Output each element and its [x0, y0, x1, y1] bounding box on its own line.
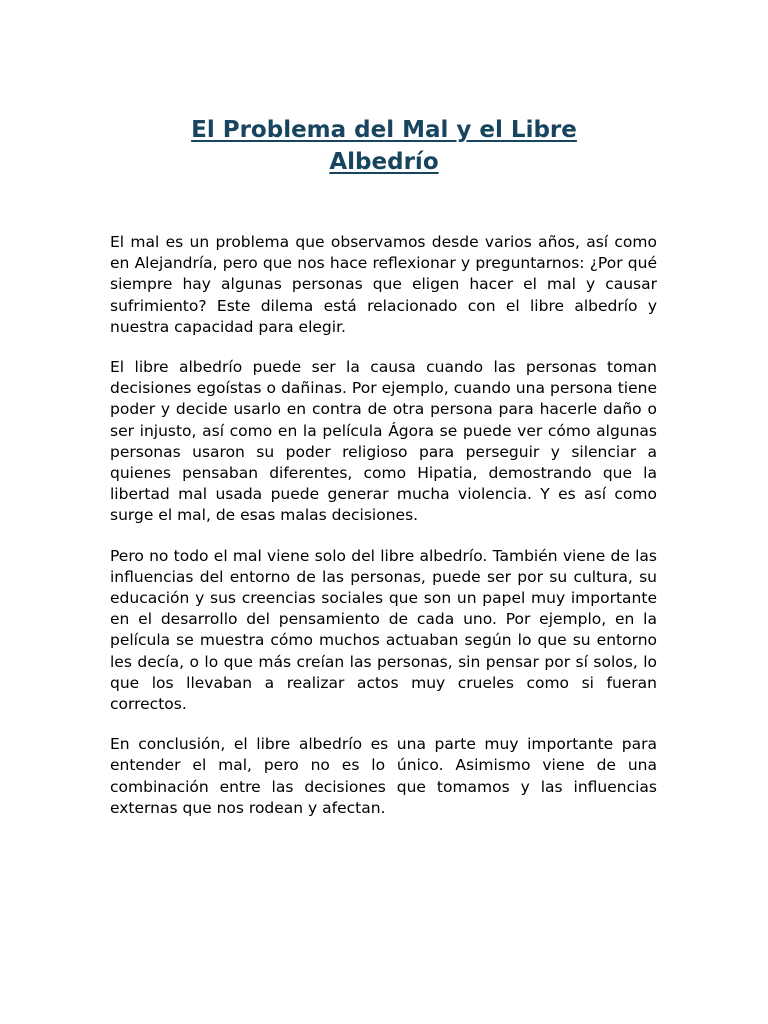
paragraph-intro: El mal es un problema que observamos desde varios años, así como en Alejandría, pero que nos hace reflexionar y preguntarnos: ¿Por qué siempre hay algunas personas que eligen hacer el mal y causar sufrimiento? Este dilema está relacionado con el libre albedrío y nuestra capacidad para elegir. [110, 233, 657, 336]
paragraph-free-will: El libre albedrío puede ser la causa cuando las personas toman decisiones egoístas o dañinas. Por ejemplo, cuando una persona tiene poder y decide usarlo en contra de otra persona para hacerle daño o ser injusto, así como en la película Ágora se puede ver cómo algunas personas usaron su poder religioso para perseguir y silenciar a quienes pensaban diferentes, como Hipatia, demostrando que la libertad mal usada puede generar mucha violencia. Y es así como surge el mal, de esas malas decisiones. [110, 358, 657, 525]
paragraph-environment: Pero no todo el mal viene solo del libre albedrío. También viene de las influencias del entorno de las personas, puede ser por su cultura, su educación y sus creencias sociales que son un papel muy importante en el desarrollo del pensamiento de cada uno. Por ejemplo, en la película se muestra cómo muchos actuaban según lo que su entorno les decía, o lo que más creían las personas, sin pensar por sí solos, lo que los llevaban a realizar actos muy crueles como si fueran correctos. [110, 546, 657, 714]
page-title: El Problema del Mal y el Libre Albedrío [191, 117, 577, 175]
document-body [110, 232, 657, 838]
paragraph-conclusion: En conclusión, el libre albedrío es una parte muy importante para entender el mal, pero no es lo único. Asimismo viene de una combinación entre las decisiones que tomamos y las influencias externas que nos rodean y afectan. [110, 735, 657, 817]
